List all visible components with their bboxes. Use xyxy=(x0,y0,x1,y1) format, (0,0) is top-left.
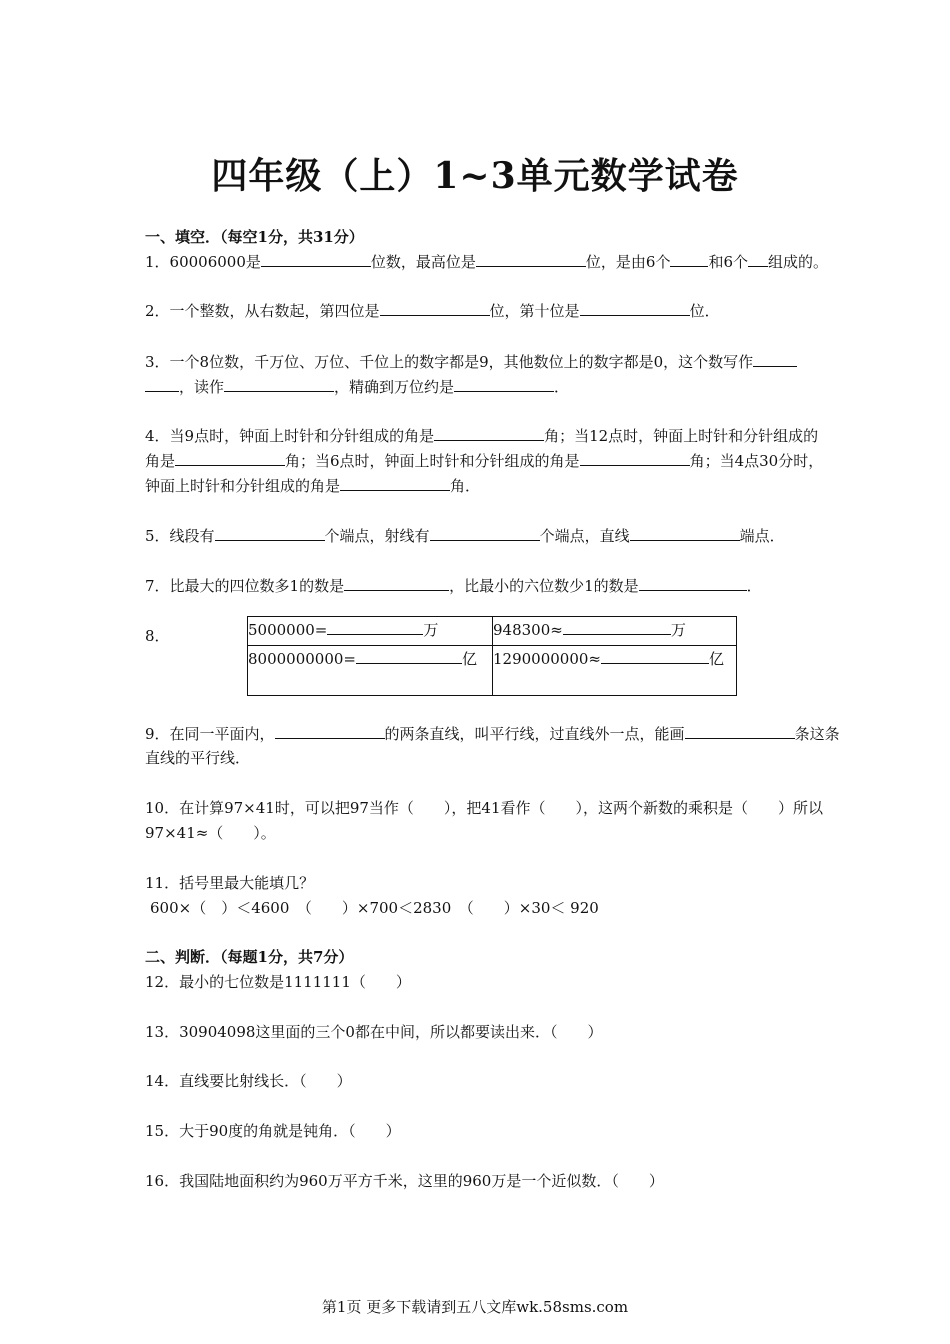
question-10: 10．在计算97×41时，可以把97当作（ ），把41看作（ ），这两个新数的乘积是（ ）所以 xyxy=(145,799,824,817)
question-16: 16．我国陆地面积约为960万平方千米，这里的960万是一个近似数．（ ） xyxy=(145,1172,664,1190)
answer-blank[interactable] xyxy=(563,619,671,635)
answer-blank[interactable] xyxy=(275,723,385,739)
section-heading-judge: 二、判断．（每题1分，共7分） xyxy=(145,948,354,966)
answer-blank[interactable] xyxy=(685,723,795,739)
question-11: 11．括号里最大能填几？ xyxy=(145,874,315,892)
answer-blank[interactable] xyxy=(224,376,334,392)
question-4: 4．当9点时，钟面上时针和分针组成的角是 角；当12点时，钟面上时针和分针组成的 xyxy=(145,427,819,445)
conversion-cell: 1290000000≈ 亿 xyxy=(493,646,737,696)
answer-blank[interactable] xyxy=(356,648,462,664)
answer-blank[interactable] xyxy=(175,450,285,466)
question-9: 9．在同一平面内， 的两条直线，叫平行线，过直线外一点，能画 条这条 xyxy=(145,725,840,743)
question-10-cont: 97×41≈（ ）。 xyxy=(145,824,276,842)
question-7: 7．比最大的四位数多1的数是 ，比最小的六位数少1的数是 ． xyxy=(145,577,762,595)
answer-blank[interactable] xyxy=(327,619,423,635)
question-12: 12．最小的七位数是1111111（ ） xyxy=(145,973,411,991)
answer-blank[interactable] xyxy=(261,251,371,267)
answer-blank[interactable] xyxy=(340,475,450,491)
question-5: 5．线段有 个端点，射线有 个端点，直线 端点． xyxy=(145,527,785,545)
conversion-cell: 5000000= 万 xyxy=(248,617,493,646)
answer-blank[interactable] xyxy=(454,376,554,392)
answer-blank[interactable] xyxy=(748,251,768,267)
answer-blank[interactable] xyxy=(670,251,708,267)
answer-blank[interactable] xyxy=(380,300,490,316)
answer-blank[interactable] xyxy=(434,425,544,441)
page-title: 四年级（上）1~3单元数学试卷 xyxy=(211,155,739,197)
question-4-line-3: 钟面上时针和分针组成的角是 角． xyxy=(145,477,481,495)
question-4-line-2: 角是 角；当6点时，钟面上时针和分针组成的角是 角；当4点30分时， xyxy=(145,452,824,470)
answer-blank[interactable] xyxy=(753,351,797,367)
conversion-table xyxy=(247,616,737,696)
question-15: 15．大于90度的角就是钝角．（ ） xyxy=(145,1122,401,1140)
question-8-label: 8． xyxy=(145,627,170,645)
conversion-cell: 8000000000= 亿 xyxy=(248,646,493,696)
conversion-cell: 948300≈ 万 xyxy=(493,617,737,646)
answer-blank[interactable] xyxy=(630,525,740,541)
question-3: 3．一个8位数，千万位、万位、千位上的数字都是9，其他数位上的数字都是0，这个数写作 xyxy=(145,351,797,372)
section-heading-fill-in: 一、填空．（每空1分，共31分） xyxy=(145,228,364,246)
answer-blank[interactable] xyxy=(430,525,540,541)
answer-blank[interactable] xyxy=(580,300,690,316)
question-9-cont: 直线的平行线． xyxy=(145,749,251,767)
answer-blank[interactable] xyxy=(344,575,449,591)
answer-blank[interactable] xyxy=(215,525,325,541)
page-footer: 第1页 更多下载请到五八文库wk.58sms.com xyxy=(321,1298,629,1316)
question-13: 13．30904098这里面的三个0都在中间，所以都要读出来．（ ） xyxy=(145,1023,603,1041)
answer-blank[interactable] xyxy=(639,575,747,591)
question-2: 2．一个整数，从右数起，第四位是 位，第十位是 位． xyxy=(145,302,720,320)
answer-blank[interactable] xyxy=(580,450,690,466)
answer-blank[interactable] xyxy=(145,376,179,392)
answer-blank[interactable] xyxy=(476,251,586,267)
question-1: 1．60006000是 位数，最高位是 位，是由6个 和6个 组成的。 xyxy=(145,253,829,271)
answer-blank[interactable] xyxy=(601,648,709,664)
question-3-cont: ，读作 ，精确到万位约是 ． xyxy=(145,376,569,397)
question-14: 14．直线要比射线长．（ ） xyxy=(145,1072,352,1090)
question-11-items: 600×（ ）＜4600 （ ）×700＜2830 （ ）×30＜ 920 xyxy=(150,899,599,917)
